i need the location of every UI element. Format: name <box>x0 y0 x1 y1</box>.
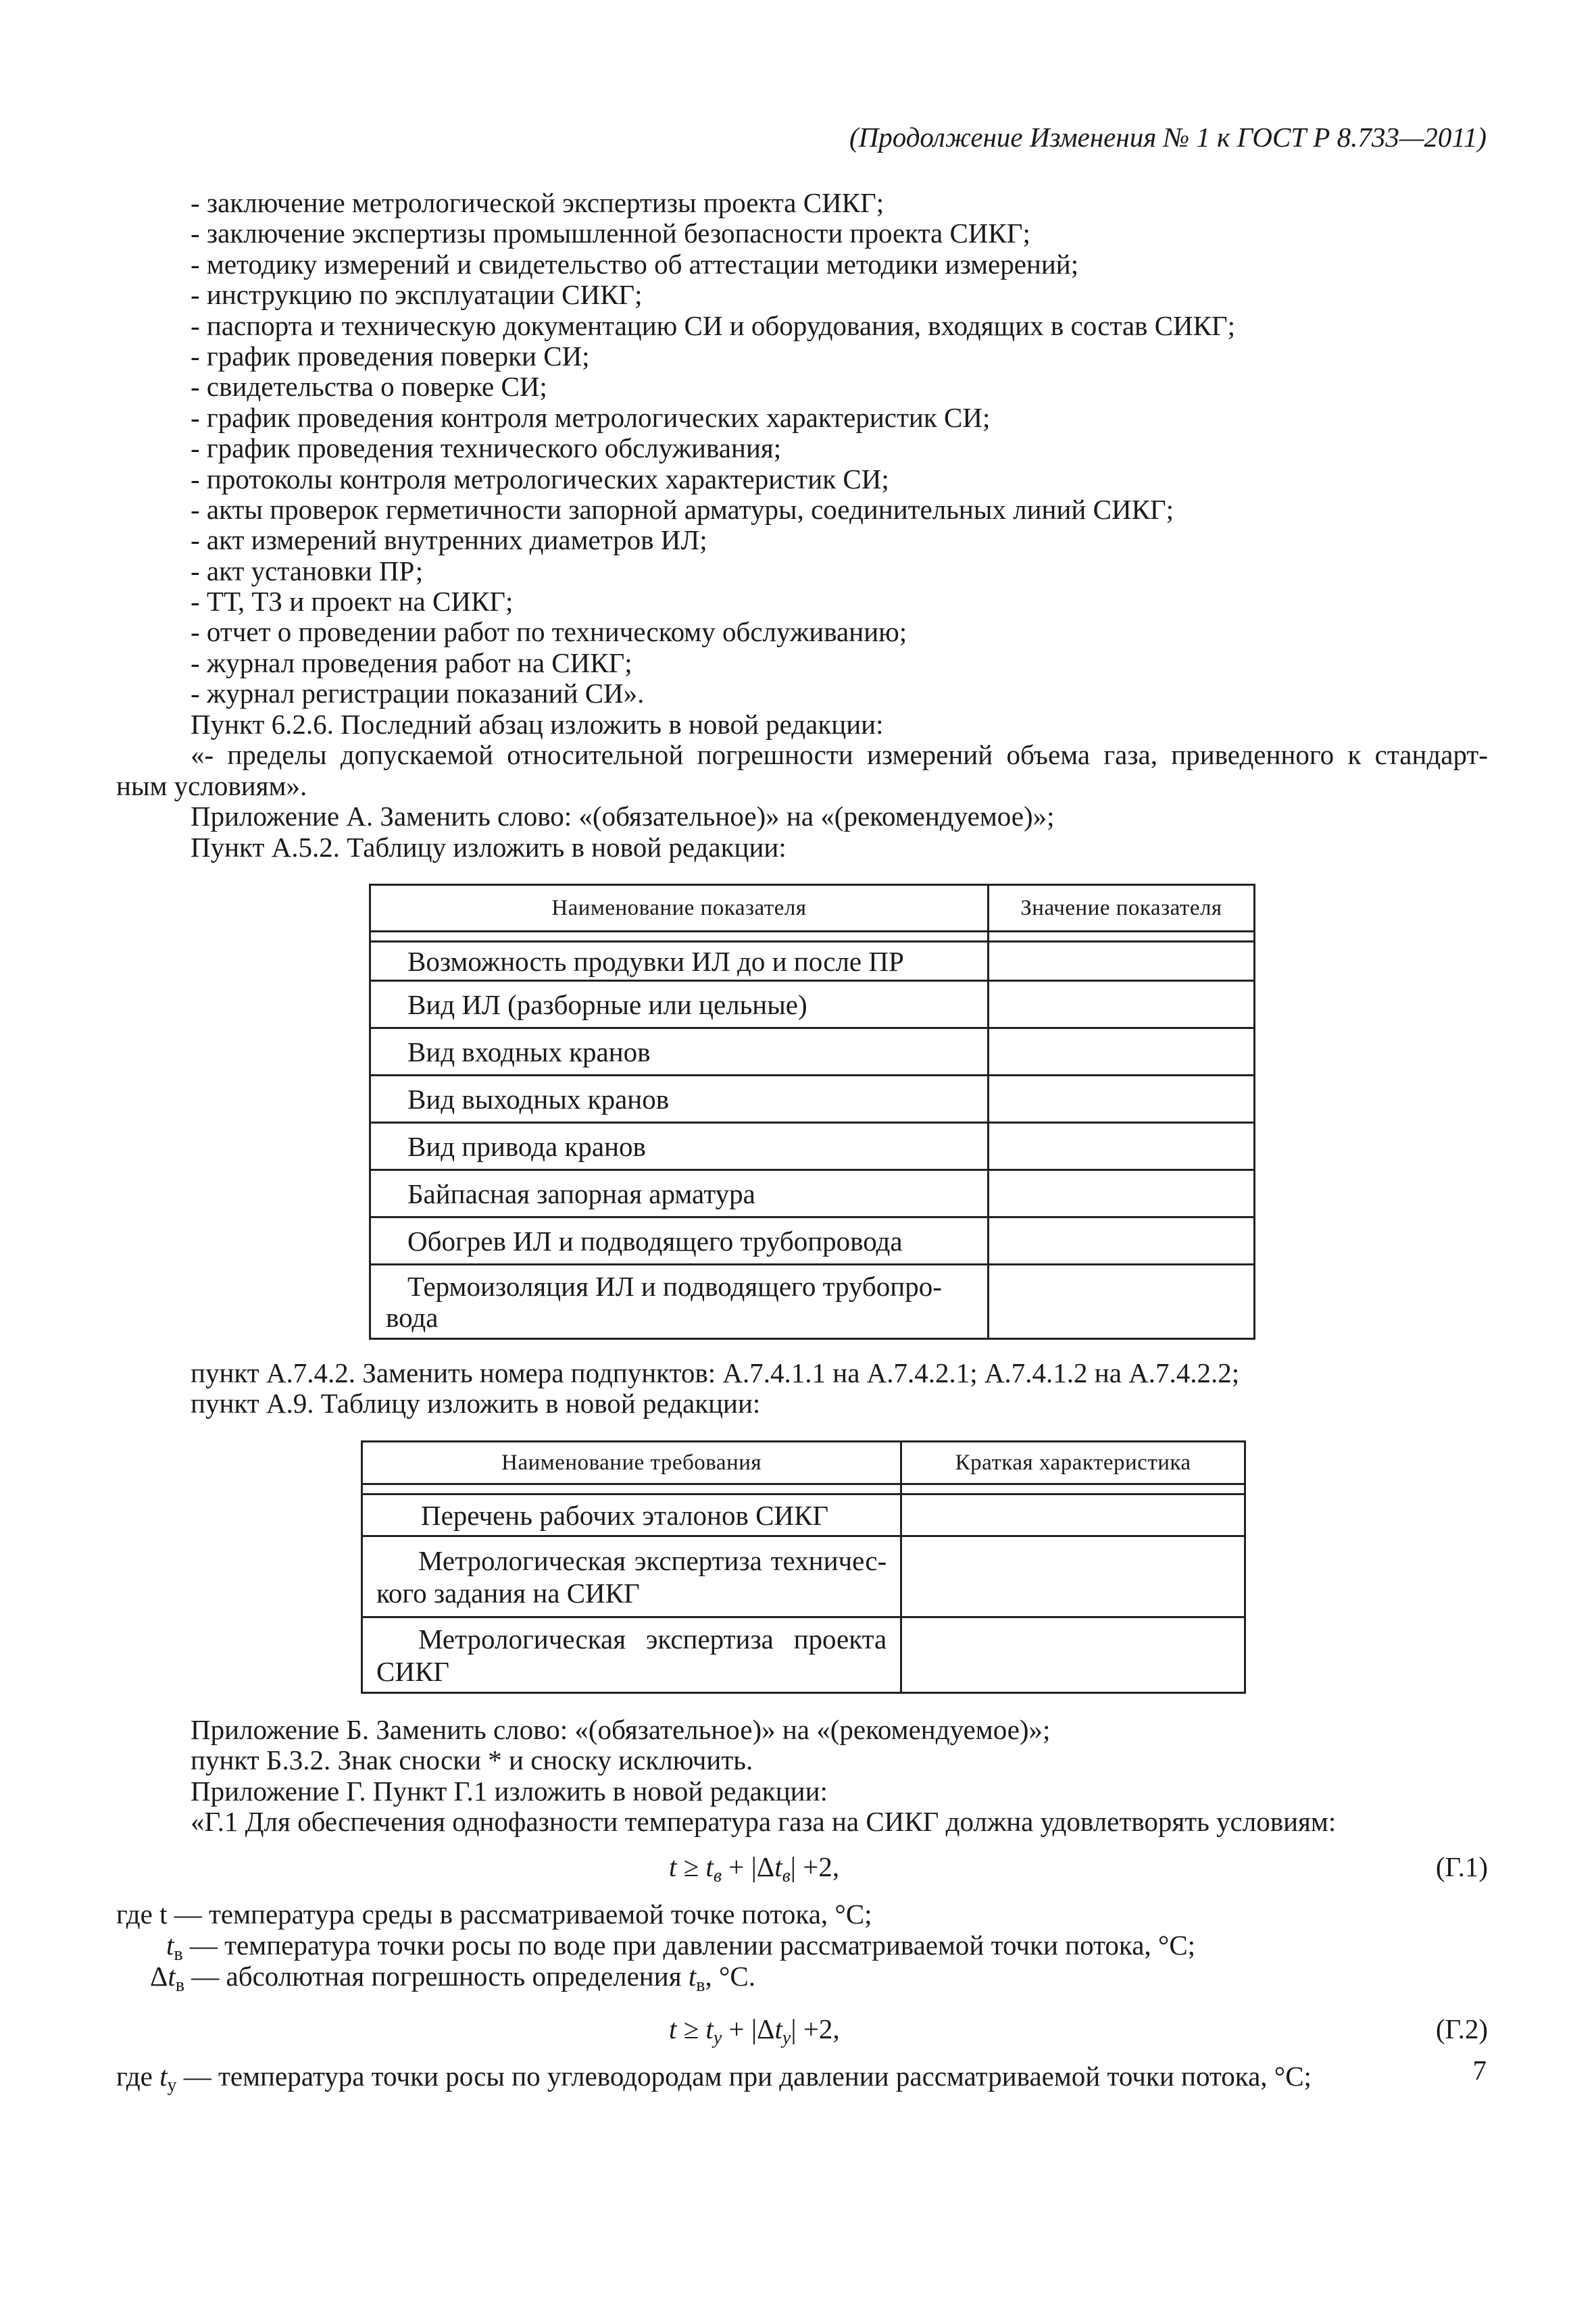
table-header-cell: Наименование требования <box>362 1442 901 1484</box>
list-item: - заключение экспертизы промышленной безопасности проекта СИКГ; <box>191 218 1030 249</box>
paragraph-line: ным условиям». <box>116 770 307 801</box>
list-item: - ТТ, ТЗ и проект на СИКГ; <box>191 586 514 618</box>
list-item: - журнал регистрации показаний СИ». <box>191 678 645 709</box>
table-cell-line: Метрологическая экспертиза техничес- <box>418 1544 887 1576</box>
table-cell <box>370 1265 989 1339</box>
paragraph-amendments-1 <box>116 709 1488 863</box>
table-indicators <box>369 884 1255 1340</box>
table-header-cell: Наименование показателя <box>370 885 989 932</box>
list-item: - свидетельства о поверке СИ; <box>191 371 547 403</box>
formula-number: (Г.2) <box>1435 2013 1488 2044</box>
table-cell-empty <box>988 1265 1254 1339</box>
paragraph-amendments-3 <box>116 1715 1488 1838</box>
list-item: - паспорта и техническую документацию СИ и оборудования, входящих в состав СИКГ; <box>191 309 1236 341</box>
paragraph-line: пункт Б.3.2. Знак сноски * и сноску исключить. <box>191 1744 753 1776</box>
list-item: - методику измерений и свидетельство об аттестации методики измерений; <box>191 248 1079 280</box>
table-cell: Перечень рабочих эталонов СИКГ <box>362 1494 901 1536</box>
table-cell-line: Термоизоляция ИЛ и подводящего трубопро- <box>407 1270 942 1302</box>
document-list <box>191 188 1488 709</box>
table-cell-line: вода <box>386 1301 439 1333</box>
formula-expression: $t \ge t_у + |\Delta t_у| +2$, <box>669 2013 840 2048</box>
where-text: — абсолютная погрешность определения <box>191 1961 682 1992</box>
table-cell <box>362 1536 901 1617</box>
list-item: - акты проверок герметичности запорной арматуры, соединительных линий СИКГ; <box>191 493 1174 525</box>
table-cell-empty <box>901 1494 1245 1536</box>
table-cell <box>362 1617 901 1693</box>
list-item: - инструкцию по эксплуатации СИКГ; <box>191 279 643 311</box>
list-item: - журнал проведения работ на СИКГ; <box>191 647 632 678</box>
where-line-tv: $t_в$ — температура точки росы по воде при давлении рассматриваемой точки потока, °С; <box>166 1930 1196 1965</box>
list-item: - график проведения поверки СИ; <box>191 340 590 372</box>
where-line-dtv: $\Delta t_в$ — абсолютная погрешность определения $t_в$, °С. <box>150 1961 755 1996</box>
table-cell-empty <box>988 1217 1254 1265</box>
formula-number: (Г.1) <box>1435 1851 1488 1882</box>
table-cell-empty <box>988 1076 1254 1123</box>
table-requirements <box>361 1440 1246 1694</box>
list-item: - акт измерений внутренних диаметров ИЛ; <box>191 524 707 556</box>
paragraph-line: «- пределы допускаемой относительной погрешности измерений объема газа, приведенного к стандарт- <box>191 739 1488 771</box>
list-item: - график проведения технического обслуживания; <box>191 432 782 464</box>
formula-expression: $t \ge t_в + |\Delta t_в| +2$, <box>669 1851 840 1886</box>
paragraph-line: Приложение Б. Заменить слово: «(обязательное)» на «(рекомендуемое)»; <box>191 1714 1051 1745</box>
table-header-cell: Краткая характеристика <box>901 1442 1245 1484</box>
list-item: - акт установки ПР; <box>191 555 424 586</box>
page-header: (Продолжение Изменения № 1 к ГОСТ Р 8.733—2011) <box>849 122 1487 153</box>
list-item: - протоколы контроля метрологических характеристик СИ; <box>191 463 889 495</box>
formula-g1 <box>0 1850 1596 1884</box>
table-cell-empty <box>988 1170 1254 1217</box>
table-cell: Вид входных кранов <box>370 1028 989 1076</box>
table-cell-empty <box>901 1617 1245 1693</box>
table-cell: Вид ИЛ (разборные или цельные) <box>370 981 989 1028</box>
table-cell-empty <box>988 981 1254 1028</box>
page-number: 7 <box>1472 2055 1487 2086</box>
where-text: — температура точки росы по воде при давлении рассматриваемой точки потока, °С; <box>189 1930 1196 1961</box>
table-cell: Обогрев ИЛ и подводящего трубопровода <box>370 1217 989 1265</box>
formula-g2 <box>0 2012 1596 2046</box>
table-cell: Возможность продувки ИЛ до и после ПР <box>370 942 989 981</box>
paragraph-line: Пункт 6.2.6. Последний абзац изложить в новой редакции: <box>191 709 884 740</box>
paragraph-line: Приложение Г. Пункт Г.1 изложить в новой редакции: <box>191 1775 828 1807</box>
where-text: — температура точки росы по углеводородам при давлении рассматриваемой точки потока, °С; <box>183 2061 1312 2092</box>
paragraph-line: Пункт А.5.2. Таблицу изложить в новой редакции: <box>191 831 787 863</box>
list-item: - заключение метрологической экспертизы проекта СИКГ; <box>191 187 884 218</box>
paragraph-line: пункт А.9. Таблицу изложить в новой редакции: <box>191 1388 761 1419</box>
table-cell: Вид привода кранов <box>370 1123 989 1170</box>
paragraph-amendments-2 <box>116 1358 1488 1419</box>
paragraph-line: «Г.1 Для обеспечения однофазности температура газа на СИКГ должна удовлетворять условиям: <box>191 1806 1337 1838</box>
list-item: - график проведения контроля метрологических характеристик СИ; <box>191 401 991 433</box>
table-cell-empty <box>988 1028 1254 1076</box>
table-cell: Байпасная запорная арматура <box>370 1170 989 1217</box>
table-cell-line: Метрологическая экспертиза проекта <box>418 1623 887 1655</box>
table-cell-empty <box>988 1123 1254 1170</box>
table-cell-line: кого задания на СИКГ <box>376 1577 640 1609</box>
table-cell: Вид выходных кранов <box>370 1076 989 1123</box>
paragraph-line: Приложение А. Заменить слово: «(обязательное)» на «(рекомендуемое)»; <box>191 801 1055 832</box>
paragraph-line: пункт А.7.4.2. Заменить номера подпунктов: А.7.4.1.1 на А.7.4.2.1; А.7.4.1.2 на А.7.4.2.2; <box>191 1357 1240 1388</box>
table-cell-empty <box>901 1536 1245 1617</box>
where-line-t: где t — температура среды в рассматриваемой точке потока, °С; <box>116 1898 872 1930</box>
table-header-cell: Значение показателя <box>988 885 1254 932</box>
list-item: - отчет о проведении работ по техническому обслуживанию; <box>191 616 907 648</box>
table-cell-empty <box>988 942 1254 981</box>
where-line-ty: где $t_у$ — температура точки росы по углеводородам при давлении рассматриваемой точки потока, °С; <box>116 2061 1312 2096</box>
table-cell-line: СИКГ <box>376 1655 450 1687</box>
